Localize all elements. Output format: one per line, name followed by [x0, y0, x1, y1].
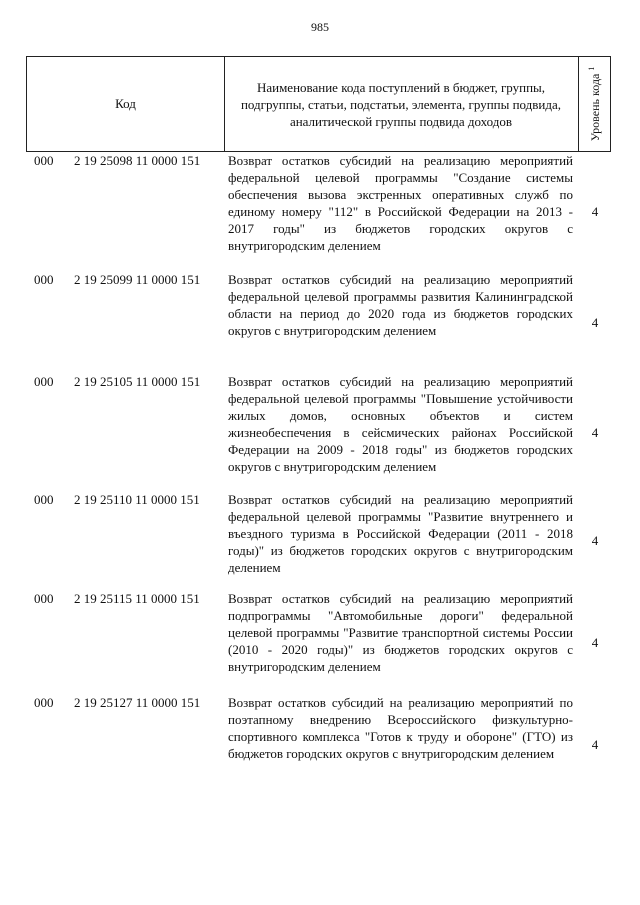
- header-code: Код: [27, 57, 225, 151]
- table-header: [26, 56, 611, 152]
- row-code: 2 19 25098 11 0000 151: [74, 153, 201, 168]
- row-prefix: 000: [34, 153, 54, 168]
- row-level: 4: [591, 424, 599, 440]
- row-prefix: 000: [34, 272, 54, 287]
- table-row: [26, 152, 611, 271]
- header-level-footnote: 1: [586, 66, 596, 71]
- row-name: Возврат остатков субсидий на реализацию мероприятий федеральной целевой программы развития Калининградской области на период до 2020 года из бюджетов городских округов с внутригородским делением: [228, 272, 573, 338]
- row-level: 4: [591, 736, 599, 752]
- header-level-text: [587, 67, 603, 142]
- row-level: 4: [591, 314, 599, 330]
- row-level: 4: [591, 634, 599, 650]
- header-level-label: Уровень кода: [587, 73, 602, 142]
- row-name: Возврат остатков субсидий на реализацию мероприятий по поэтапному внедрению Всероссийского физкультурно-спортивного комплекса "Готов к труду и обороне" (ГТО) из бюджетов городских округов с внутригородским делением: [228, 695, 573, 761]
- header-name: Наименование кода поступлений в бюджет, группы, подгруппы, статьи, подстатьи, элемента, группы подвида, аналитической группы подвида доходов: [224, 57, 579, 151]
- row-prefix: 000: [34, 695, 54, 710]
- table-body: [26, 152, 611, 794]
- row-prefix: 000: [34, 492, 54, 507]
- table-row: [26, 373, 611, 491]
- row-name: Возврат остатков субсидий на реализацию мероприятий федеральной целевой программы "Повышение устойчивости жилых домов, основных объектов и систем жизнеобеспечения в сейсмических районах Российской Федерации на 2009 - 2018 годы" из бюджетов городских округов с внутригородским делением: [228, 374, 573, 474]
- row-prefix: 000: [34, 374, 54, 389]
- table-row: [26, 271, 611, 373]
- row-code: 2 19 25099 11 0000 151: [74, 272, 201, 287]
- row-name: Возврат остатков субсидий на реализацию мероприятий подпрограммы "Автомобильные дороги" федеральной целевой программы "Развитие транспортной системы России (2010 - 2020 годы)" из бюджетов городских округов с внутригородским делением: [228, 591, 573, 674]
- table-row: [26, 694, 611, 794]
- row-level: 4: [591, 533, 599, 548]
- page-number: 985: [311, 20, 329, 34]
- row-code: 2 19 25127 11 0000 151: [74, 695, 201, 710]
- row-name: Возврат остатков субсидий на реализацию мероприятий федеральной целевой программы "Создание системы обеспечения вызова экстренных оперативных служб по единому номеру "112" в Российской Федерации на 2013 - 2017 годы" из бюджетов городских округов с внутригородским делением: [228, 153, 573, 253]
- row-name: Возврат остатков субсидий на реализацию мероприятий федеральной целевой программы "Развитие внутреннего и въездного туризма в Российской Федерации (2011 - 2018 годы)" из бюджетов городских округов с внутригородским делением: [228, 492, 573, 575]
- row-code: 2 19 25110 11 0000 151: [74, 492, 200, 507]
- header-level: [579, 57, 610, 151]
- row-level: 4: [591, 204, 599, 219]
- row-code: 2 19 25115 11 0000 151: [74, 591, 200, 606]
- row-code: 2 19 25105 11 0000 151: [74, 374, 201, 389]
- row-prefix: 000: [34, 591, 54, 606]
- table-row: [26, 491, 611, 590]
- table-row: [26, 590, 611, 694]
